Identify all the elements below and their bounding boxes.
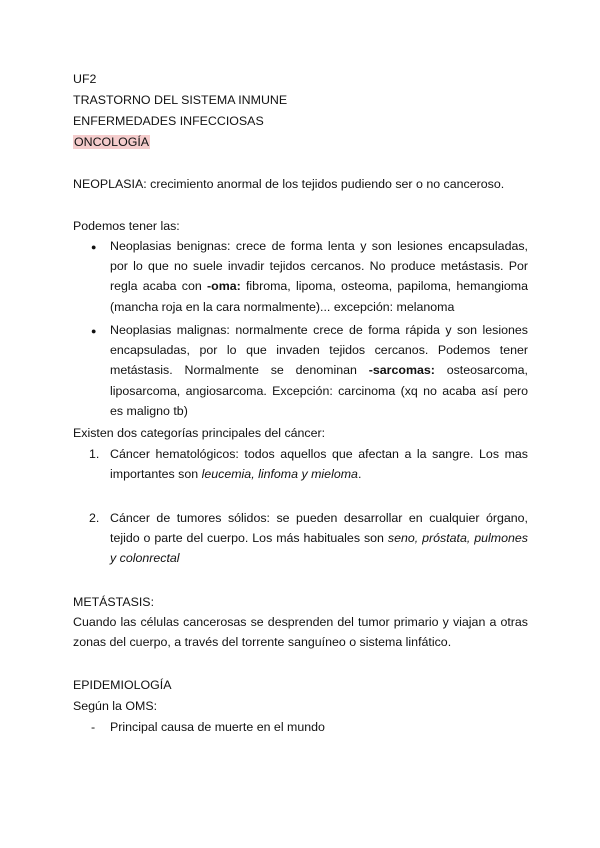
malignant-paragraph (110, 320, 528, 421)
malignant-suffix: -sarcomas: (368, 363, 435, 378)
header-trastorno: TRASTORNO DEL SISTEMA INMUNE (73, 93, 288, 107)
list-number: 2. (89, 511, 100, 525)
benign-paragraph (110, 236, 528, 317)
category-1-text: Cáncer hematológicos: todos aquellos que afectan a la sangre. Los mas importantes son (110, 447, 528, 482)
epidemiology-title: EPIDEMIOLOGÍA (73, 678, 172, 692)
neoplasia-definition: NEOPLASIA: crecimiento anormal de los tejidos pudiendo ser o no canceroso. (73, 177, 505, 191)
category-2-examples: seno, próstata, pulmones y colonrectal (110, 531, 528, 566)
benign-text-b: fibroma, lipoma, osteoma, papiloma, hemangioma (mancha roja en la cara normalmente)... excepción: melanoma (110, 279, 528, 314)
categories-intro: Existen dos categorías principales del cáncer: (73, 426, 326, 440)
metastasis-title: METÁSTASIS: (73, 595, 155, 609)
types-intro: Podemos tener las: (73, 219, 180, 233)
bullet-icon: ● (91, 242, 97, 252)
category-1-examples: leucemia, linfoma y mieloma (201, 467, 358, 482)
dash-bullet: - (91, 720, 96, 734)
metastasis-text: Cuando las células cancerosas se desprenden del tumor primario y viajan a otras zonas del cuerpo, a través del torrente sanguíneo o sistema linfático. (73, 615, 528, 650)
header-oncologia (73, 134, 150, 150)
malignant-text-a: Neoplasias malignas: normalmente crece de forma rápida y son lesiones encapsuladas, por lo que invaden tejidos cercanos. Podemos tener metástasis. Normalmente se denominan (110, 323, 528, 378)
epidemiology-item: Principal causa de muerte en el mundo (110, 720, 325, 734)
malignant-text-b: osteosarcoma, liposarcoma, angiosarcoma. Excepción: carcinoma (xq no acaba así pero es maligno tb) (110, 363, 528, 418)
highlighted-title: ONCOLOGÍA (74, 135, 150, 149)
header-uf2: UF2 (73, 72, 97, 86)
list-number: 1. (89, 447, 100, 461)
benign-suffix: -oma: (207, 279, 241, 294)
epidemiology-subtitle: Según la OMS: (73, 699, 158, 713)
category-hematologic (110, 444, 528, 484)
category-2-text: Cáncer de tumores sólidos: se pueden desarrollar en cualquier órgano, tejido o parte del cuerpo. Los más habituales son (110, 511, 528, 546)
category-1-end: . (357, 467, 362, 482)
header-enfermedades: ENFERMEDADES INFECCIOSAS (73, 114, 264, 128)
bullet-icon: ● (91, 326, 97, 336)
category-solid-tumors (110, 508, 528, 569)
benign-text-a: Neoplasias benignas: crece de forma lenta y son lesiones encapsuladas, por lo que no suele invadir tejidos cercanos. No produce metástasis. Por regla acaba con (110, 239, 528, 294)
